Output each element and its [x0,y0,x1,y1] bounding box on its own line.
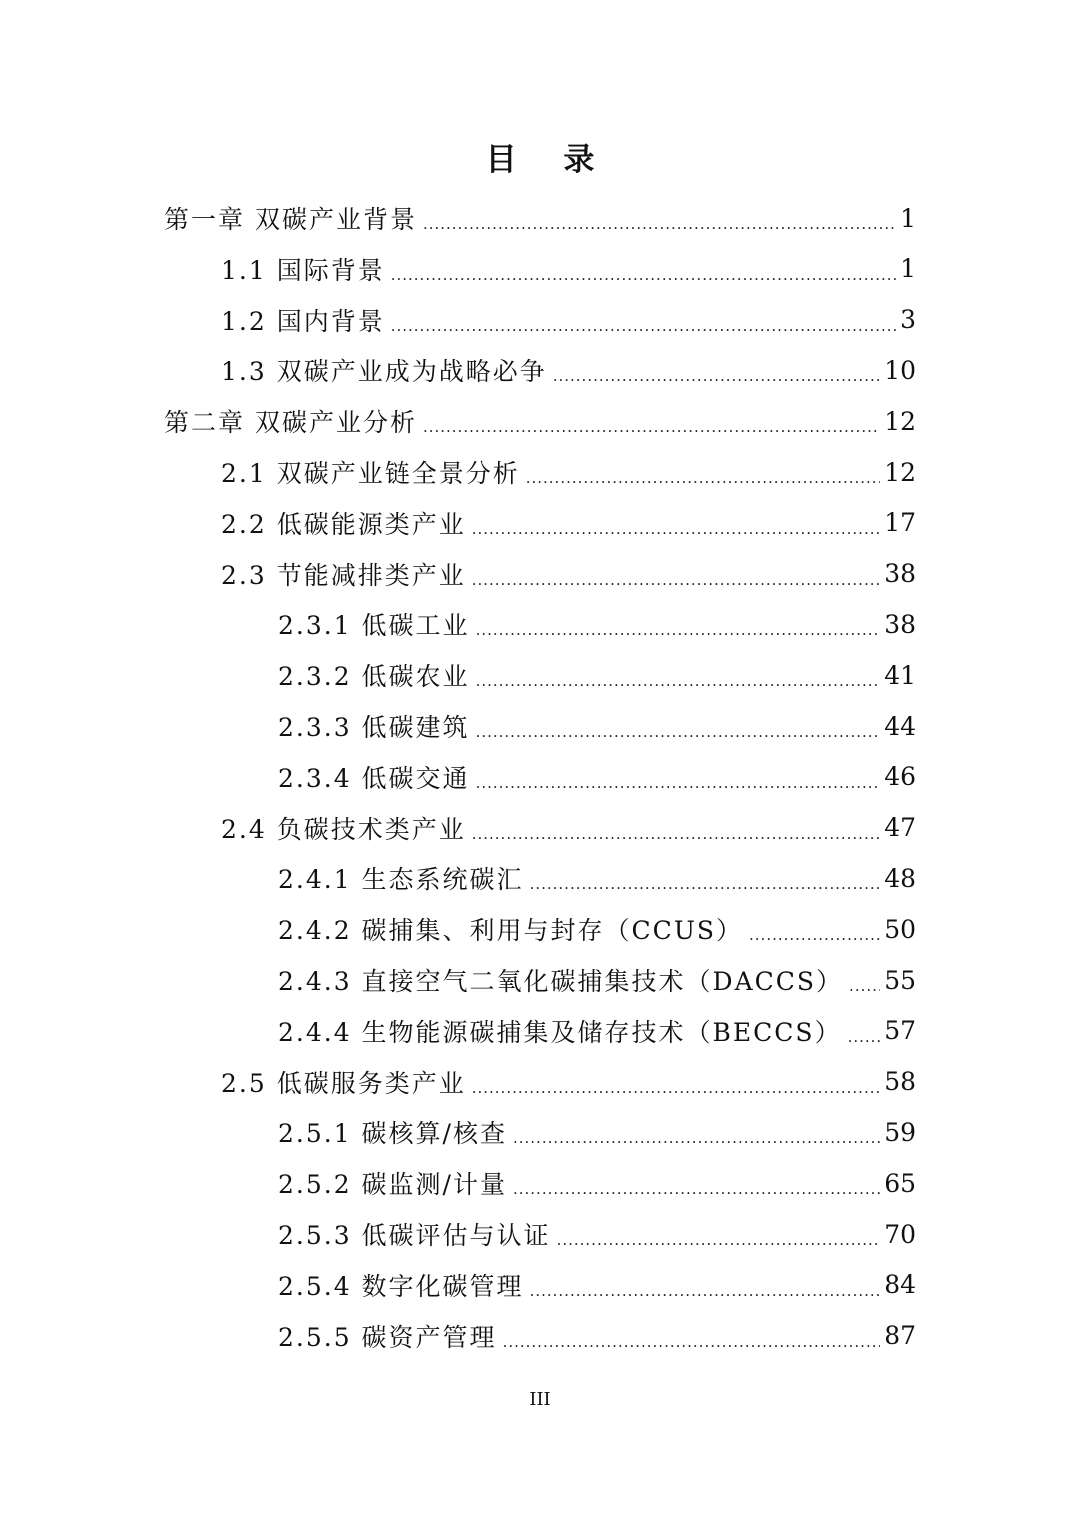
dot-leader [530,875,881,893]
toc-entry[interactable] [278,1260,916,1310]
dot-leader [423,418,880,436]
dot-leader [513,1180,880,1198]
toc-entry-page: 38 [884,609,916,639]
toc-entry-label: 2.3 节能减排类产业 [221,560,466,590]
dot-leader [503,1333,881,1351]
toc-entry-page: 55 [884,965,916,995]
toc-entry-page: 59 [884,1117,916,1147]
toc-entry[interactable] [221,498,916,548]
toc-entry-page: 12 [884,406,916,436]
toc-entry-label: 2.5.2 碳监测/计量 [278,1170,507,1200]
toc-entry-label: 2.4.3 直接空气二氧化碳捕集技术（DACCS） [278,967,844,996]
toc-entry-label: 2.3.4 低碳交通 [278,763,470,793]
toc-entry-label: 2.5.3 低碳评估与认证 [278,1221,551,1250]
dot-leader [526,469,880,487]
toc-entry-label: 2.2 低碳能源类产业 [221,509,466,539]
toc-entry[interactable] [278,955,916,1005]
toc-entry-page: 46 [884,762,916,792]
dot-leader [530,1282,881,1300]
toc-entry-label: 1.2 国内背景 [221,306,385,336]
toc-entry-page: 70 [884,1219,916,1249]
toc-entry-page: 1 [900,254,916,284]
toc-entry[interactable] [164,396,916,446]
toc-entry-label: 2.5.5 碳资产管理 [278,1322,497,1352]
toc-entry[interactable] [278,752,916,802]
toc-entry-label: 2.4.1 生态系统碳汇 [278,865,524,895]
dot-leader [557,1231,881,1249]
toc-entry-page: 87 [884,1321,916,1351]
footer-page-number: III [529,1389,551,1410]
dot-leader [423,215,896,233]
toc-entry-page: 3 [900,305,916,335]
toc-entry-label: 2.5.1 碳核算/核查 [278,1119,507,1149]
toc-entry-label: 2.4.2 碳捕集、利用与封存（CCUS） [278,916,744,946]
dot-leader [848,1028,881,1046]
toc-entry-label: 第二章 双碳产业分析 [164,408,417,438]
toc-entry-page: 38 [884,559,916,589]
toc-entry[interactable] [278,1158,916,1208]
dot-leader [391,266,896,284]
dot-leader [476,672,881,690]
toc-entry-page: 84 [884,1270,916,1300]
toc-entry[interactable] [278,853,916,903]
dot-leader [553,367,880,385]
toc-entry-page: 48 [884,863,916,893]
toc-entry-page: 58 [884,1067,916,1097]
toc-entry-page: 50 [884,914,916,944]
dot-leader [849,977,880,995]
toc-entry-label: 2.4.4 生物能源碳捕集及储存技术（BECCS） [278,1017,842,1047]
toc-entry[interactable] [221,549,916,599]
toc-entry-page: 65 [884,1168,916,1198]
toc-entry-page: 57 [884,1016,916,1046]
toc-entry[interactable] [278,1107,916,1157]
toc-entry[interactable] [164,193,916,243]
toc-entry[interactable] [221,244,916,294]
dot-leader [472,825,880,843]
toc-entry[interactable] [278,650,916,700]
toc-entry-label: 2.3.2 低碳农业 [278,662,470,692]
toc-entry-page: 12 [884,457,916,487]
toc-entry-page: 17 [884,508,916,538]
toc-entry-label: 2.1 双碳产业链全景分析 [221,459,520,488]
toc-entry-page: 1 [900,203,916,233]
toc-entry[interactable] [221,345,916,395]
toc-entry[interactable] [221,803,916,853]
toc-entry-label: 2.5.4 数字化碳管理 [278,1271,524,1301]
toc-entry[interactable] [278,599,916,649]
toc-entry[interactable] [278,701,916,751]
dot-leader [513,1129,880,1147]
toc-entry-label: 2.3.1 低碳工业 [278,611,470,641]
toc-entry-label: 第一章 双碳产业背景 [164,205,417,234]
page-title: 目 录 [485,142,613,178]
dot-leader [476,621,881,639]
toc-entry-page: 10 [884,355,916,385]
toc-entry[interactable] [221,447,916,497]
toc-entry-label: 1.1 国际背景 [221,255,385,285]
dot-leader [472,571,880,589]
toc-entry[interactable] [221,295,916,345]
dot-leader [476,774,881,792]
dot-leader [472,520,880,538]
toc-entry-label: 2.4 负碳技术类产业 [221,814,466,844]
toc-entry-label: 2.3.3 低碳建筑 [278,713,470,742]
toc-entry-page: 47 [884,813,916,843]
toc-entry[interactable] [278,904,916,954]
dot-leader [749,926,880,944]
dot-leader [476,723,881,741]
toc-entry[interactable] [221,1057,916,1107]
dot-leader [472,1079,880,1097]
toc-entry[interactable] [278,1006,916,1056]
toc-entry-page: 41 [884,660,916,690]
toc-entry[interactable] [278,1209,916,1259]
dot-leader [391,317,896,335]
toc-entry-label: 1.3 双碳产业成为战略必争 [221,357,547,387]
toc-entry[interactable] [278,1311,916,1361]
toc-entry-page: 44 [884,711,916,741]
toc-entry-label: 2.5 低碳服务类产业 [221,1068,466,1098]
